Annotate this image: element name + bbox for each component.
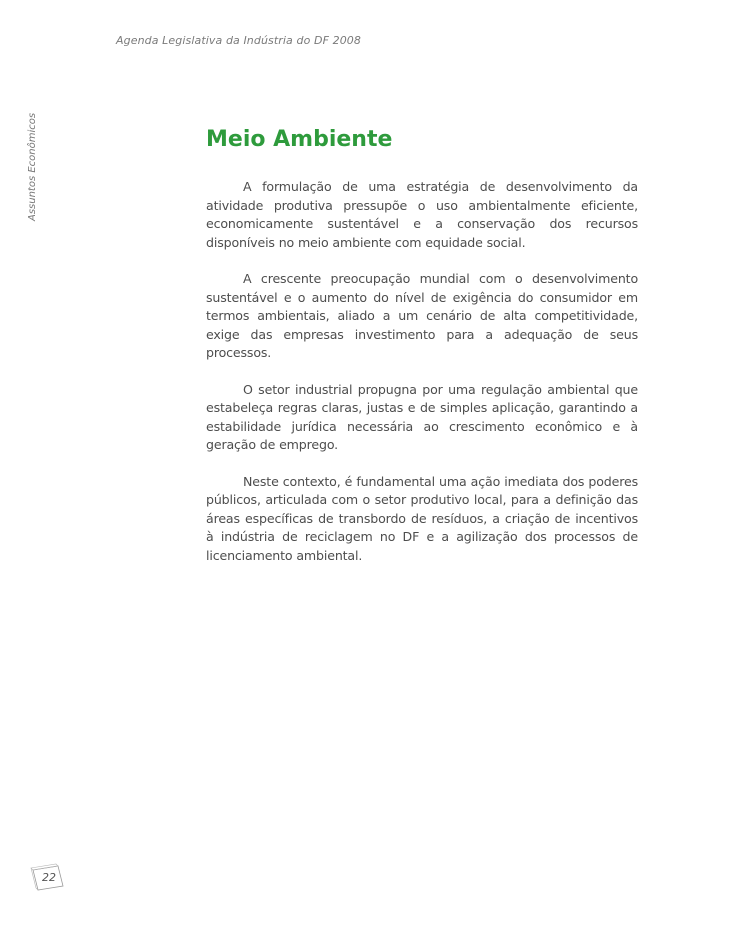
paragraph-2: A crescente preocupação mundial com o desenvolvimento sustentável e o aumento do nível de exigência do consumidor em termos ambientais, aliado a um cenário de alta competitividade, exige das empresas investimento para a adequação de seus processos.	[206, 271, 638, 360]
paragraph-3: O setor industrial propugna por uma regulação ambiental que estabeleça regras claras, justas e de simples aplicação, garantindo a estabilidade jurídica necessária ao crescimento econômico e à geração de emprego.	[206, 381, 638, 452]
paragraph-1: A formulação de uma estratégia de desenvolvimento da atividade produtiva pressupõe o uso ambientalmente eficiente, economicamente sustentável e a conservação dos recursos disponíveis no meio ambiente com equidade social.	[206, 179, 638, 250]
side-section-label: Assuntos Econômicos	[27, 112, 38, 221]
running-header: Agenda Legislativa da Indústria do DF 2008	[116, 34, 361, 47]
section-title: Meio Ambiente	[206, 127, 393, 152]
section-body	[206, 178, 638, 583]
page-number: 22	[42, 871, 56, 884]
paragraph-4: Neste contexto, é fundamental uma ação imediata dos poderes públicos, articulada com o setor produtivo local, para a definição das áreas específicas de transbordo de resíduos, a criação de incentivos à indústria de reciclagem no DF e a agilização dos processos de licenciamento ambiental.	[206, 473, 638, 563]
page-number-badge	[30, 862, 66, 892]
